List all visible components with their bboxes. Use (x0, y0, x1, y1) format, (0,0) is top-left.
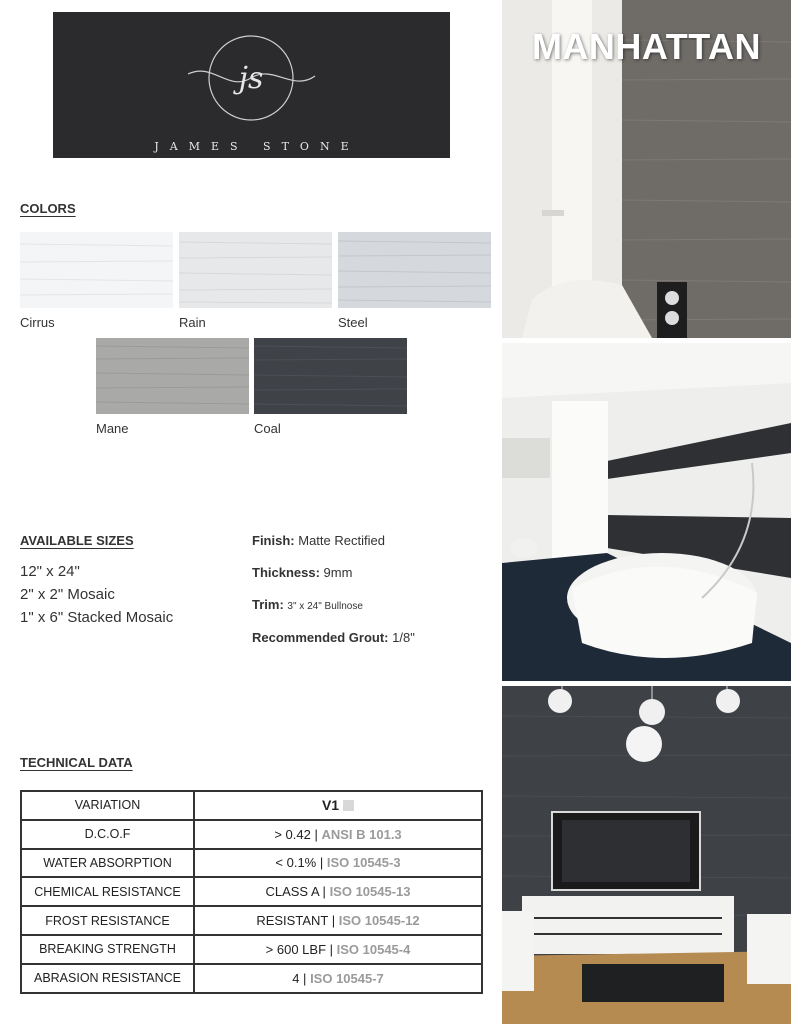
table-row (21, 849, 482, 878)
row-standard: ISO 10545-3 (326, 855, 401, 871)
row-standard: ISO 10545-12 (338, 913, 420, 929)
spec-grout (252, 630, 415, 645)
swatch-label-mane: Mane (96, 421, 129, 436)
row-value (194, 935, 482, 964)
variation-value: V1 (321, 797, 340, 814)
swatch-label-rain: Rain (179, 315, 206, 330)
technical-heading: TECHNICAL DATA (20, 755, 133, 770)
table-row (21, 820, 482, 849)
sizes-heading: AVAILABLE SIZES (20, 533, 134, 548)
swatch-rain (179, 232, 332, 308)
row-measure: 4 | (292, 970, 307, 986)
spec-trim-value: 3" x 24" Bullnose (287, 601, 363, 612)
row-label: BREAKING STRENGTH (21, 935, 194, 964)
row-standard: ANSI B 101.3 (321, 826, 402, 842)
swatch-steel (338, 232, 491, 308)
table-row (21, 906, 482, 935)
row-label: CHEMICAL RESISTANCE (21, 877, 194, 906)
table-row (21, 964, 482, 993)
row-value (194, 877, 482, 906)
svg-text:js: js (238, 61, 264, 96)
row-label: ABRASION RESISTANCE (21, 964, 194, 993)
product-title: MANHATTAN (531, 26, 762, 67)
row-standard: ISO 10545-4 (336, 941, 411, 957)
row-measure: < 0.1% | (275, 855, 324, 871)
row-measure: CLASS A | (265, 884, 326, 900)
table-row (21, 877, 482, 906)
brand-logo (53, 12, 450, 158)
size-item: 1" x 6" Stacked Mosaic (20, 609, 174, 626)
room-photo-tv (502, 686, 791, 1024)
swatch-label-cirrus: Cirrus (20, 315, 55, 330)
swatch-coal (254, 338, 407, 414)
size-item: 2" x 2" Mosaic (20, 586, 115, 603)
spec-thickness (252, 565, 352, 580)
row-label: FROST RESISTANCE (21, 906, 194, 935)
row-value (194, 906, 482, 935)
swatch-mane (96, 338, 249, 414)
row-value (194, 964, 482, 993)
row-measure: > 600 LBF | (265, 941, 333, 957)
spec-grout-label: Recommended Grout: (252, 630, 389, 645)
row-standard: ISO 10545-13 (329, 884, 411, 900)
row-value (194, 791, 482, 820)
technical-table (20, 790, 483, 994)
spec-trim-label: Trim: (252, 597, 284, 612)
row-label: VARIATION (21, 791, 194, 820)
row-measure: RESISTANT | (256, 913, 336, 929)
swatch-label-steel: Steel (338, 315, 368, 330)
table-row (21, 935, 482, 964)
brand-name: JAMES STONE (154, 140, 360, 153)
row-value (194, 820, 482, 849)
colors-heading: COLORS (20, 201, 76, 216)
table-row (21, 791, 482, 820)
spec-finish-label: Finish: (252, 533, 295, 548)
spec-trim (252, 597, 363, 612)
row-label: D.C.O.F (21, 820, 194, 849)
spec-grout-value: 1/8" (392, 630, 415, 645)
row-measure: > 0.42 | (274, 826, 318, 842)
room-photo-bathroom (502, 343, 791, 681)
size-item: 12" x 24" (20, 563, 80, 580)
row-label: WATER ABSORPTION (21, 849, 194, 878)
row-value (194, 849, 482, 878)
spec-finish (252, 533, 385, 548)
spec-finish-value: Matte Rectified (298, 533, 385, 548)
swatch-label-coal: Coal (254, 421, 281, 436)
monogram-icon (53, 12, 450, 158)
variation-swatch-icon (343, 800, 354, 811)
row-standard: ISO 10545-7 (310, 970, 384, 986)
spec-thickness-value: 9mm (323, 565, 353, 580)
spec-thickness-label: Thickness: (252, 565, 320, 580)
swatch-cirrus (20, 232, 173, 308)
